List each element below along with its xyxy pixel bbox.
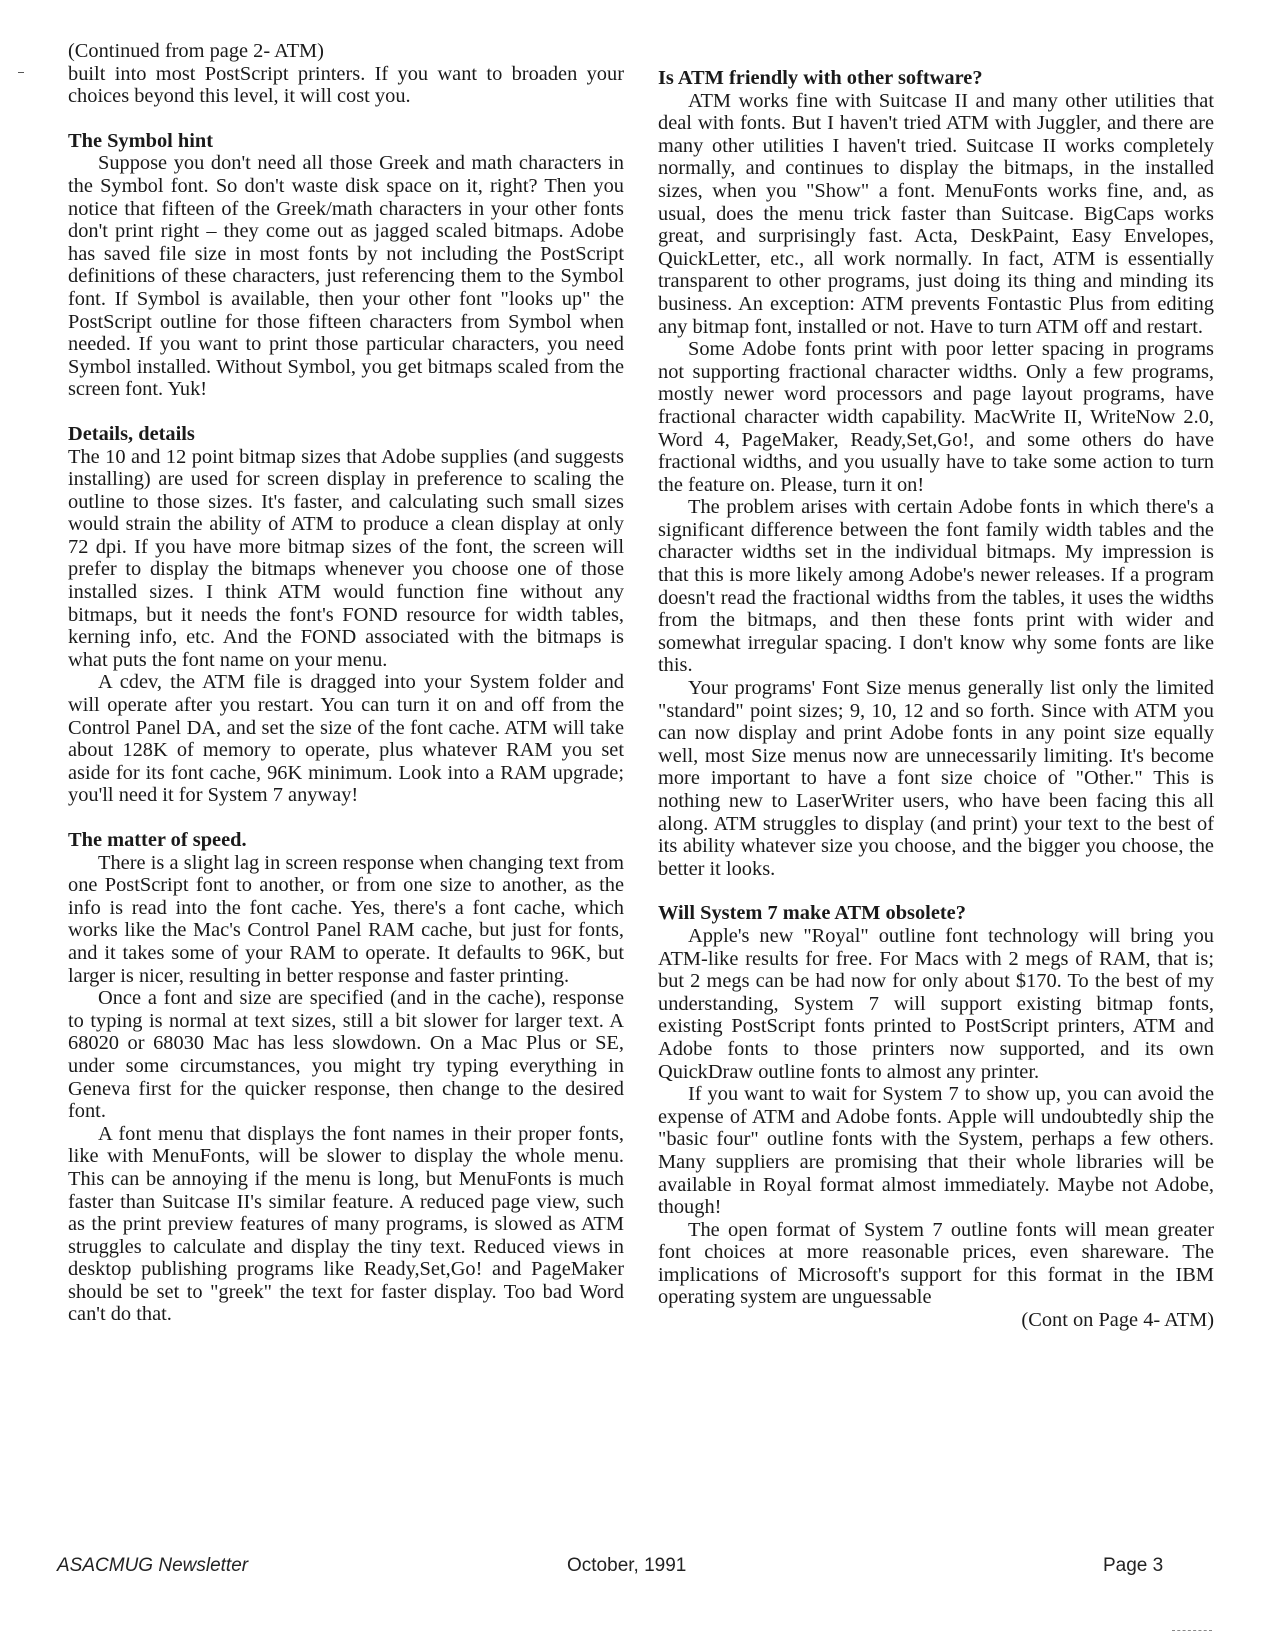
margin-mark [18, 72, 24, 73]
paragraph: Apple's new "Royal" outline font technology will bring you ATM-like results for free. For Macs with 2 megs of RAM, that is; but 2 megs can be had now for only about $170. To the best of my understanding, System 7 will support existing bitmap fonts, existing PostScript fonts printed to PostScript printers, ATM and Adobe fonts to those printers now supported, and its own QuickDraw outline fonts to almost any printer. [658, 924, 1214, 1083]
left-column [68, 40, 624, 1326]
paragraph: Suppose you don't need all those Greek and math characters in the Symbol font. So don't waste disk space on it, right? Then you notice that fifteen of the Greek/math characters in your other fonts don't print right – they come out as jagged scaled bitmaps. Adobe has saved file size in most fonts by not including the PostScript definitions of these characters, just referencing them to the Symbol font. If Symbol is available, then your other font "looks up" the PostScript outline for those fifteen characters from Symbol when needed. If you want to print those particular characters, you need Symbol installed. Without Symbol, you get bitmaps scaled from the screen font. Yuk! [68, 152, 624, 401]
paragraph: The 10 and 12 point bitmap sizes that Adobe supplies (and suggests installing) are used for screen display in preference to scaling the outline to those sizes. It's faster, and calculating such small sizes would strain the ability of ATM to produce a clean display at only 72 dpi. If you have more bitmap sizes of the font, the screen will prefer to display the bitmaps whenever you choose one of those installed sizes. I think ATM would function fine without any bitmaps, but it needs the font's FOND resource for width tables, kerning info, etc. And the FOND associated with the bitmaps is what puts the font name on your menu. [68, 445, 624, 671]
paragraph: Once a font and size are specified (and in the cache), response to typing is normal at text sizes, still a bit slower for larger text. A 68020 or 68030 Mac has less slowdown. On a Mac Plus or SE, under some circumstances, you might try typing everything in Geneva first for the quicker response, then change to the desired font. [68, 987, 624, 1123]
right-column [658, 67, 1214, 1332]
footer-publication: ASACMUG Newsletter [57, 1555, 249, 1576]
intro-paragraph: built into most PostScript printers. If you want to broaden your choices beyond this level, it will cost you. [68, 62, 624, 108]
continued-on: (Cont on Page 4- ATM) [1021, 1309, 1214, 1332]
paragraph: A cdev, the ATM file is dragged into your System folder and will operate after you restart. You can turn it on and off from the Control Panel DA, and set the size of the font cache. ATM will take about 128K of memory to operate, plus whatever RAM you set aside for its font cache, 96K minimum. Look into a RAM upgrade; you'll need it for System 7 anyway! [68, 671, 624, 807]
section-heading-friendly: Is ATM friendly with other software? [658, 67, 983, 89]
page-edge-mark [1172, 1630, 1212, 1631]
paragraph: The problem arises with certain Adobe fonts in which there's a significant difference between the font family width tables and the character widths set in the individual bitmaps. My impression is that this is more likely among Adobe's newer releases. If a program doesn't read the fractional widths from the tables, it uses the widths from the bitmaps, and then these fonts print with wider and somewhat irregular spacing. I don't know why some fonts are like this. [658, 496, 1214, 677]
paragraph: A font menu that displays the font names in their proper fonts, like with MenuFonts, will be slower to display the whole menu. This can be annoying if the menu is long, but MenuFonts is much faster than Suitcase II's similar feature. A reduced page view, such as the print preview features of many programs, is slowed as ATM struggles to calculate and display the tiny text. Reduced views in desktop publishing programs like Ready,Set,Go! and PageMaker should be set to "greek" the text for faster display. Too bad Word can't do that. [68, 1122, 624, 1326]
paragraph: There is a slight lag in screen response when changing text from one PostScript font to another, or from one size to another, as the info is read into the font cache. Yes, there's a font cache, which works like the Mac's Control Panel RAM cache, but just for fonts, and it takes some of your RAM to operate. It defaults to 96K, but larger is nicer, resulting in better response and faster printing. [68, 851, 624, 987]
footer-date: October, 1991 [567, 1555, 687, 1576]
paragraph: The open format of System 7 outline fonts will mean greater font choices at more reasonable prices, even shareware. The implications of Microsoft's support for this format in the IBM operating system are unguessable [658, 1218, 1214, 1309]
paragraph: ATM works fine with Suitcase II and many other utilities that deal with fonts. But I haven't tried ATM with Juggler, and there are many other utilities I haven't tried. Suitcase II works completely normally, and continues to display the bitmaps, in the installed sizes, when you "Show" a font. MenuFonts works fine, and, as usual, does the menu trick faster than Suitcase. BigCaps works great, and surprisingly fast. Acta, DeskPaint, Easy Envelopes, QuickLetter, etc., all work normally. In fact, ATM is essentially transparent to other programs, just doing its thing and minding its business. An exception: ATM prevents Fontastic Plus from editing any bitmap font, installed or not. Have to turn ATM off and restart. [658, 89, 1214, 338]
paragraph: If you want to wait for System 7 to show up, you can avoid the expense of ATM and Adobe fonts. Apple will undoubtedly ship the "basic four" outline fonts with the System, perhaps a few others. Many suppliers are promising that their whole libraries will be available in Royal format almost immediately. Maybe not Adobe, though! [658, 1083, 1214, 1219]
continued-from: (Continued from page 2- ATM) [68, 40, 324, 62]
section-heading-speed: The matter of speed. [68, 829, 247, 851]
paragraph: Your programs' Font Size menus generally list only the limited "standard" point sizes; 9, 10, 12 and so forth. Since with ATM you can now display and print Adobe fonts in any point size equally well, most Size menus now are unnecessarily limiting. It's become more important to have a font size choice of "Other." This is nothing new to LaserWriter users, who have been facing this all along. ATM struggles to display (and print) your text to the best of its ability whatever size you choose, and the bigger you choose, the better it looks. [658, 677, 1214, 880]
section-heading-details: Details, details [68, 422, 195, 445]
section-heading-symbol-hint: The Symbol hint [68, 129, 214, 152]
footer-page-number: Page 3 [1103, 1555, 1164, 1576]
section-heading-system7: Will System 7 make ATM obsolete? [658, 902, 966, 925]
paragraph: Some Adobe fonts print with poor letter spacing in programs not supporting fractional character widths. Only a few programs, mostly newer word processors and page layout programs, have fractional character width capability. MacWrite II, WriteNow 2.0, Word 4, PageMaker, Ready,Set,Go!, and some others do have fractional widths, and you usually have to take some action to turn the feature on. Please, turn it on! [658, 338, 1214, 496]
